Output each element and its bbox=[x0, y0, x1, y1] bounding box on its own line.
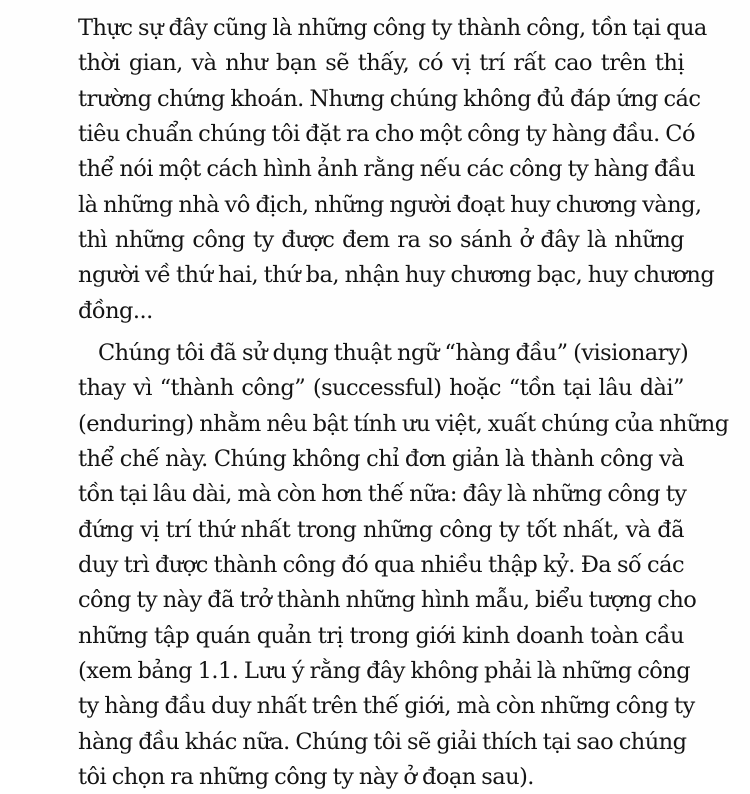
text-line: (xem bảng 1.1. Lưu ý rằng đây không phải là những công bbox=[78, 658, 691, 684]
text-line: thay vì “thành công” (successful) hoặc “tồn tại lâu dài” bbox=[78, 375, 684, 401]
text-line: thời gian, và như bạn sẽ thấy, có vị trí rất cao trên thị bbox=[78, 50, 684, 76]
text-line: thể nói một cách hình ảnh rằng nếu các công ty hàng đầu bbox=[78, 156, 696, 182]
text-line: ty hàng đầu duy nhất trên thế giới, mà còn những công ty bbox=[78, 693, 695, 719]
text-line: thì những công ty được đem ra so sánh ở đây là những bbox=[78, 227, 684, 253]
text-line: người về thứ hai, thứ ba, nhận huy chương bạc, huy chương bbox=[78, 262, 715, 288]
text-line: trường chứng khoán. Nhưng chúng không đủ đáp ứng các bbox=[78, 86, 701, 112]
text-line: công ty này đã trở thành những hình mẫu, biểu tượng cho bbox=[78, 587, 697, 613]
text-line: tôi chọn ra những công ty này ở đoạn sau). bbox=[78, 764, 534, 790]
text-line: tồn tại lâu dài, mà còn hơn thế nữa: đây là những công ty bbox=[78, 481, 687, 507]
text-line: tiêu chuẩn chúng tôi đặt ra cho một công ty hàng đầu. Có bbox=[78, 121, 695, 147]
text-line: Chúng tôi đã sử dụng thuật ngữ “hàng đầu” (visionary) bbox=[98, 340, 689, 366]
text-line: Thực sự đây cũng là những công ty thành công, tồn tại qua bbox=[78, 15, 707, 41]
text-line: (enduring) nhằm nêu bật tính ưu việt, xuất chúng của những bbox=[78, 411, 729, 437]
text-line: hàng đầu khác nữa. Chúng tôi sẽ giải thích tại sao chúng bbox=[78, 729, 687, 755]
text-line: thể chế này. Chúng không chỉ đơn giản là thành công và bbox=[78, 446, 684, 472]
text-line: là những nhà vô địch, những người đoạt huy chương vàng, bbox=[78, 192, 702, 218]
text-line: duy trì được thành công đó qua nhiều thập kỷ. Đa số các bbox=[78, 552, 684, 578]
text-line: những tập quán quản trị trong giới kinh doanh toàn cầu bbox=[78, 623, 684, 649]
text-line: đồng... bbox=[78, 298, 153, 324]
text-line: đứng vị trí thứ nhất trong những công ty tốt nhất, và đã bbox=[78, 517, 684, 543]
